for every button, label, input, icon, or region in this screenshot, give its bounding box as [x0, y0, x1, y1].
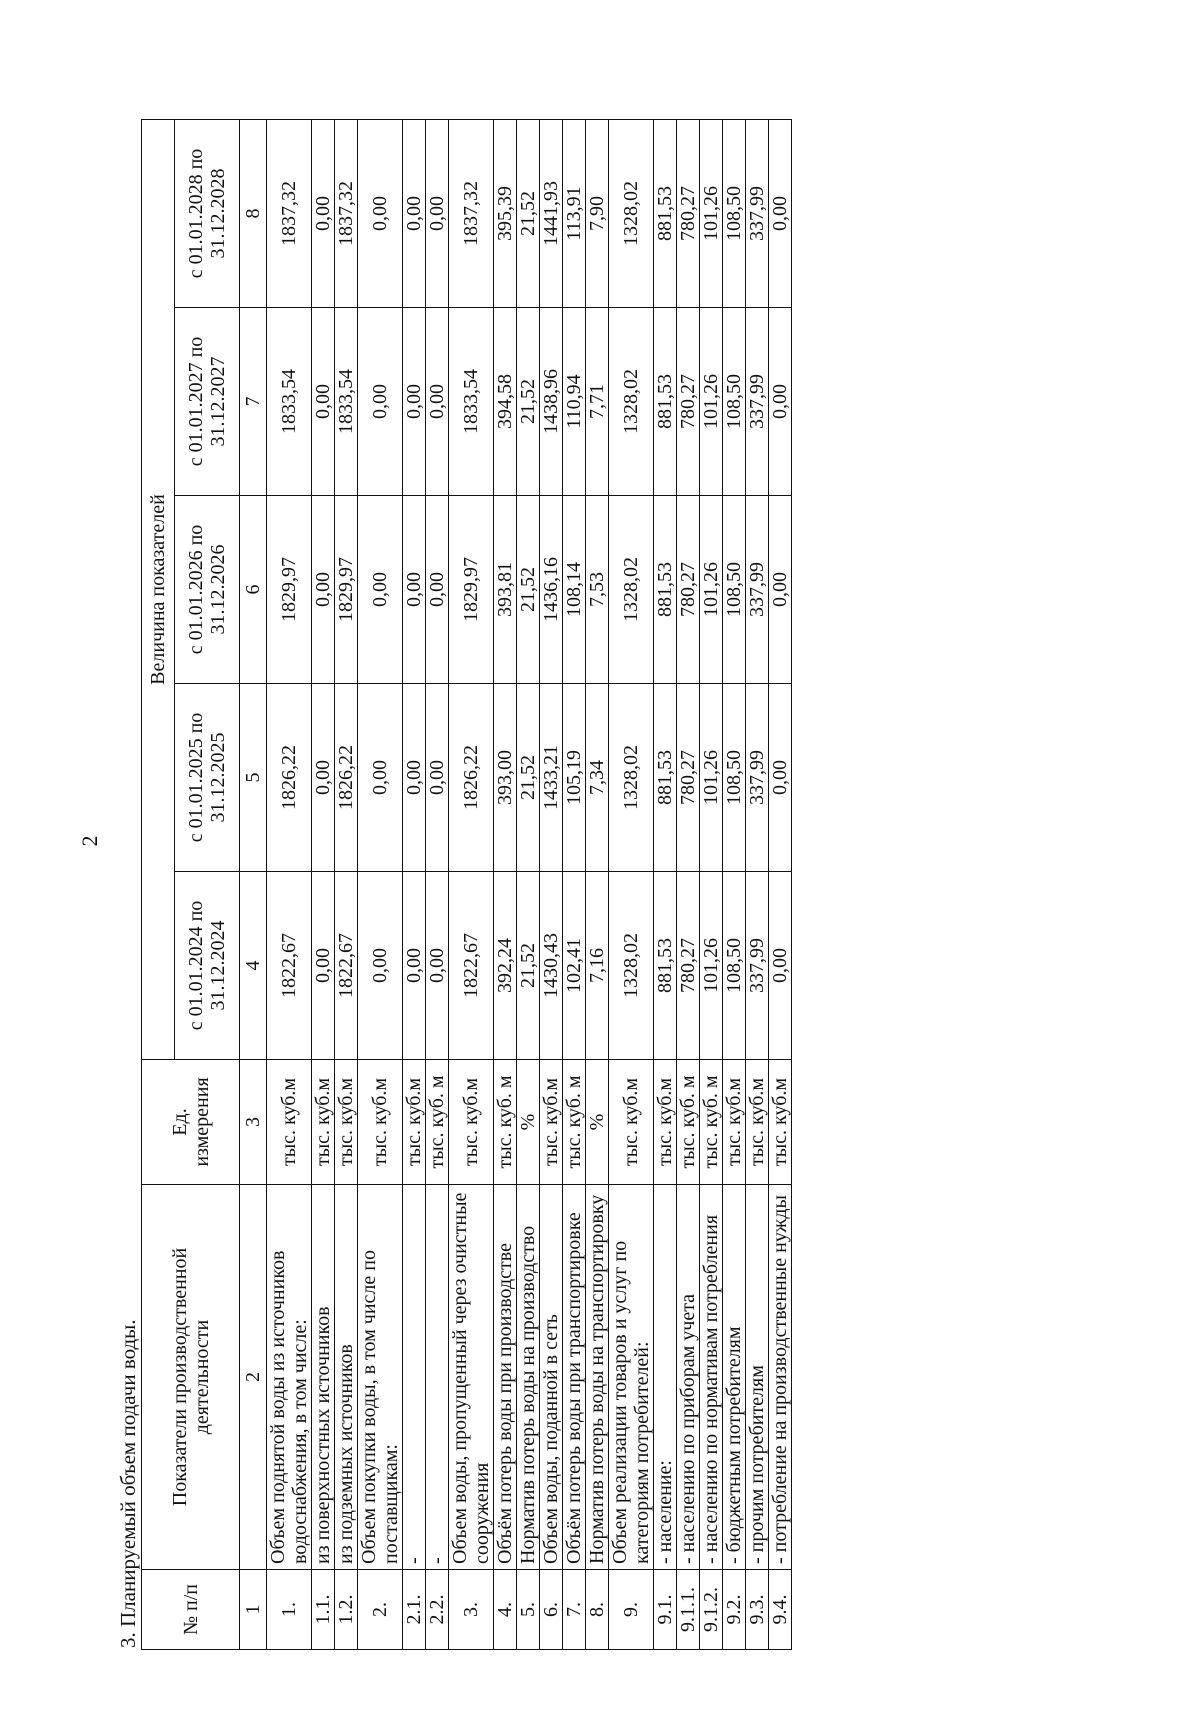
row-value: 0,00 [769, 872, 792, 1060]
row-value: 0,00 [426, 308, 449, 496]
table-body [240, 119, 792, 1649]
row-value: 0,00 [426, 872, 449, 1060]
row-value: 21,52 [517, 119, 540, 307]
row-number: 8. [586, 1570, 609, 1650]
row-number: 1.1. [312, 1570, 335, 1650]
table-row [403, 119, 426, 1649]
row-value: 0,00 [358, 684, 403, 872]
row-value: 0,00 [426, 119, 449, 307]
table-row [358, 119, 403, 1649]
row-value: 0,00 [769, 308, 792, 496]
table-row [426, 119, 449, 1649]
row-value: 881,53 [654, 308, 677, 496]
header-num: № п/п [142, 1570, 240, 1650]
row-number: 2.2. [426, 1570, 449, 1650]
row-indicator: - населению по приборам учета [677, 1185, 700, 1570]
row-number: 1. [267, 1570, 312, 1650]
header-period-2027: с 01.01.2027 по 31.12.2027 [175, 308, 240, 496]
row-number: 2. [358, 1570, 403, 1650]
row-indicator: Объем воды, поданной в сеть [540, 1185, 563, 1570]
row-value: 108,14 [563, 496, 586, 684]
column-numbers-row [240, 119, 267, 1649]
page-number: 2 [77, 835, 102, 847]
header-unit: Ед. измерения [142, 1060, 240, 1185]
row-number: 4. [494, 1570, 517, 1650]
row-value: 0,00 [312, 684, 335, 872]
table-row [449, 119, 494, 1649]
row-value: 1837,32 [335, 119, 358, 307]
row-value: 7,16 [586, 872, 609, 1060]
row-value: 780,27 [677, 119, 700, 307]
row-value: 1328,02 [609, 684, 654, 872]
row-value: 1328,02 [609, 496, 654, 684]
row-value: 1822,67 [449, 872, 494, 1060]
header-period-2026: с 01.01.2026 по 31.12.2026 [175, 496, 240, 684]
row-unit: тыс. куб. м [494, 1060, 517, 1185]
row-value: 101,26 [700, 308, 723, 496]
row-value: 780,27 [677, 308, 700, 496]
row-unit: тыс. куб. м [700, 1060, 723, 1185]
header-period-2025: с 01.01.2025 по 31.12.2025 [175, 684, 240, 872]
row-number: 9.3. [746, 1570, 769, 1650]
row-value: 393,81 [494, 496, 517, 684]
row-value: 101,26 [700, 119, 723, 307]
row-number: 9.1. [654, 1570, 677, 1650]
row-number: 1.2. [335, 1570, 358, 1650]
row-value: 881,53 [654, 684, 677, 872]
row-indicator: Объем покупки воды, в том числе по поставщикам: [358, 1185, 403, 1570]
row-value: 0,00 [358, 308, 403, 496]
row-unit: % [517, 1060, 540, 1185]
row-value: 108,50 [723, 872, 746, 1060]
row-number: 9.4. [769, 1570, 792, 1650]
row-value: 0,00 [358, 119, 403, 307]
header-period-2028: с 01.01.2028 по 31.12.2028 [175, 119, 240, 307]
column-number: 1 [240, 1570, 267, 1650]
row-value: 7,90 [586, 119, 609, 307]
row-indicator: - население: [654, 1185, 677, 1570]
row-value: 0,00 [426, 684, 449, 872]
row-value: 1438,96 [540, 308, 563, 496]
row-value: 1328,02 [609, 308, 654, 496]
row-value: 0,00 [312, 119, 335, 307]
rotated-table-container [115, 120, 1200, 1650]
row-value: 101,26 [700, 496, 723, 684]
row-unit: тыс. куб.м [723, 1060, 746, 1185]
row-value: 0,00 [769, 119, 792, 307]
table-row [677, 119, 700, 1649]
row-value: 110,94 [563, 308, 586, 496]
row-value: 780,27 [677, 872, 700, 1060]
row-unit: тыс. куб.м [358, 1060, 403, 1185]
table-row [494, 119, 517, 1649]
row-value: 0,00 [312, 872, 335, 1060]
table-row [563, 119, 586, 1649]
row-value: 1436,16 [540, 496, 563, 684]
column-number: 6 [240, 496, 267, 684]
row-value: 1826,22 [449, 684, 494, 872]
row-unit: тыс. куб.м [540, 1060, 563, 1185]
row-number: 9.1.1. [677, 1570, 700, 1650]
row-indicator: из поверхностных источников [312, 1185, 335, 1570]
row-unit: % [586, 1060, 609, 1185]
row-unit: тыс. куб.м [267, 1060, 312, 1185]
row-value: 0,00 [403, 684, 426, 872]
row-value: 0,00 [358, 496, 403, 684]
column-number: 7 [240, 308, 267, 496]
row-unit: тыс. куб.м [746, 1060, 769, 1185]
row-value: 21,52 [517, 496, 540, 684]
row-value: 1833,54 [449, 308, 494, 496]
row-value: 1833,54 [267, 308, 312, 496]
row-value: 393,00 [494, 684, 517, 872]
row-value: 780,27 [677, 684, 700, 872]
row-value: 1829,97 [335, 496, 358, 684]
row-indicator: - [403, 1185, 426, 1570]
row-value: 881,53 [654, 496, 677, 684]
row-value: 21,52 [517, 684, 540, 872]
row-value: 1328,02 [609, 119, 654, 307]
row-value: 1822,67 [335, 872, 358, 1060]
row-value: 105,19 [563, 684, 586, 872]
row-value: 21,52 [517, 308, 540, 496]
row-value: 1441,93 [540, 119, 563, 307]
row-indicator: - прочим потребителям [746, 1185, 769, 1570]
row-value: 0,00 [403, 119, 426, 307]
column-number: 2 [240, 1185, 267, 1570]
row-unit: тыс. куб.м [769, 1060, 792, 1185]
row-value: 780,27 [677, 496, 700, 684]
row-value: 0,00 [769, 684, 792, 872]
row-unit: тыс. куб. м [563, 1060, 586, 1185]
row-value: 0,00 [403, 872, 426, 1060]
column-number: 8 [240, 119, 267, 307]
row-indicator: из подземных источников [335, 1185, 358, 1570]
row-unit: тыс. куб. м [426, 1060, 449, 1185]
row-value: 337,99 [746, 119, 769, 307]
row-value: 1826,22 [267, 684, 312, 872]
header-indicator: Показатели производственной деятельности [142, 1185, 240, 1570]
table-row [267, 119, 312, 1649]
row-value: 0,00 [769, 496, 792, 684]
row-indicator: Объем воды, пропущенный через очистные сооружения [449, 1185, 494, 1570]
row-value: 0,00 [426, 496, 449, 684]
row-indicator: - бюджетным потребителям [723, 1185, 746, 1570]
row-value: 113,91 [563, 119, 586, 307]
row-unit: тыс. куб.м [609, 1060, 654, 1185]
row-indicator: - [426, 1185, 449, 1570]
row-indicator: - населению по нормативам потребления [700, 1185, 723, 1570]
row-indicator: - потребление на производственные нужды [769, 1185, 792, 1570]
row-indicator: Объём потерь воды при транспортировке [563, 1185, 586, 1570]
row-value: 101,26 [700, 872, 723, 1060]
row-value: 108,50 [723, 308, 746, 496]
row-number: 9. [609, 1570, 654, 1650]
table-row [609, 119, 654, 1649]
row-indicator: Норматив потерь воды на транспортировку [586, 1185, 609, 1570]
row-value: 1837,32 [267, 119, 312, 307]
table-row [723, 119, 746, 1649]
row-value: 1826,22 [335, 684, 358, 872]
row-value: 1833,54 [335, 308, 358, 496]
column-number: 3 [240, 1060, 267, 1185]
column-number: 5 [240, 684, 267, 872]
row-value: 0,00 [403, 496, 426, 684]
row-number: 5. [517, 1570, 540, 1650]
table-header [142, 119, 240, 1649]
row-unit: тыс. куб.м [312, 1060, 335, 1185]
row-value: 0,00 [312, 308, 335, 496]
table-caption: 3. Планируемый объем подачи воды. [116, 1319, 140, 1648]
table-row [312, 119, 335, 1649]
row-value: 108,50 [723, 684, 746, 872]
row-value: 337,99 [746, 308, 769, 496]
row-indicator: Объем поднятой воды из источников водоснабжения, в том числе: [267, 1185, 312, 1570]
row-value: 1430,43 [540, 872, 563, 1060]
water-supply-table [141, 119, 792, 1650]
row-value: 101,26 [700, 684, 723, 872]
row-indicator: Объем реализации товаров и услуг по категориям потребителей: [609, 1185, 654, 1570]
table-row [654, 119, 677, 1649]
row-value: 7,53 [586, 496, 609, 684]
row-value: 395,39 [494, 119, 517, 307]
row-value: 394,58 [494, 308, 517, 496]
row-value: 337,99 [746, 684, 769, 872]
row-value: 337,99 [746, 496, 769, 684]
row-number: 3. [449, 1570, 494, 1650]
row-indicator: Норматив потерь воды на производство [517, 1185, 540, 1570]
row-value: 1433,21 [540, 684, 563, 872]
row-value: 881,53 [654, 119, 677, 307]
header-values-group: Величина показателей [142, 119, 175, 1059]
row-value: 0,00 [358, 872, 403, 1060]
row-value: 1837,32 [449, 119, 494, 307]
row-unit: тыс. куб.м [449, 1060, 494, 1185]
table-row [517, 119, 540, 1649]
row-number: 2.1. [403, 1570, 426, 1650]
row-value: 392,24 [494, 872, 517, 1060]
row-value: 21,52 [517, 872, 540, 1060]
row-value: 7,34 [586, 684, 609, 872]
row-unit: тыс. куб. м [677, 1060, 700, 1185]
header-period-2024: с 01.01.2024 по 31.12.2024 [175, 872, 240, 1060]
table-row [700, 119, 723, 1649]
row-indicator: Объём потерь воды при производстве [494, 1185, 517, 1570]
row-value: 0,00 [403, 308, 426, 496]
row-unit: тыс. куб.м [403, 1060, 426, 1185]
row-value: 102,41 [563, 872, 586, 1060]
row-value: 881,53 [654, 872, 677, 1060]
table-row [335, 119, 358, 1649]
row-value: 108,50 [723, 496, 746, 684]
row-value: 7,71 [586, 308, 609, 496]
row-value: 1328,02 [609, 872, 654, 1060]
row-number: 9.2. [723, 1570, 746, 1650]
row-value: 337,99 [746, 872, 769, 1060]
row-value: 1829,97 [267, 496, 312, 684]
row-unit: тыс. куб.м [654, 1060, 677, 1185]
column-number: 4 [240, 872, 267, 1060]
table-row [746, 119, 769, 1649]
row-value: 0,00 [312, 496, 335, 684]
row-unit: тыс. куб.м [335, 1060, 358, 1185]
row-number: 7. [563, 1570, 586, 1650]
row-number: 9.1.2. [700, 1570, 723, 1650]
row-value: 1822,67 [267, 872, 312, 1060]
row-value: 108,50 [723, 119, 746, 307]
table-row [769, 119, 792, 1649]
row-value: 1829,97 [449, 496, 494, 684]
row-number: 6. [540, 1570, 563, 1650]
table-row [586, 119, 609, 1649]
table-row [540, 119, 563, 1649]
